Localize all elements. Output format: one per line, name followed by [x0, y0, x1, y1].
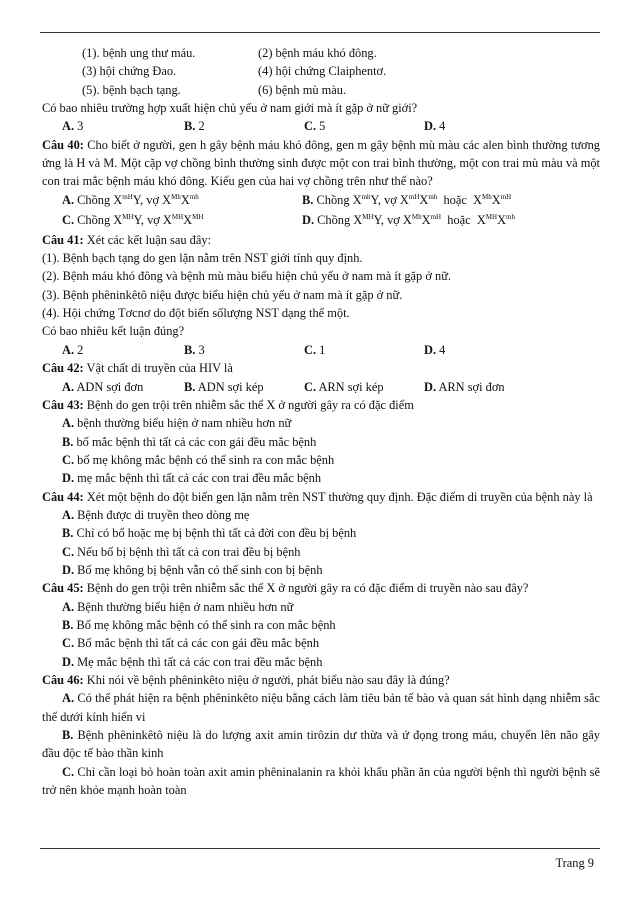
- q41-options: [62, 341, 600, 359]
- footer-rule: [40, 848, 600, 849]
- list-item: (6) bệnh mù màu.: [258, 82, 347, 97]
- option-d: D. mẹ mắc bệnh thì tất cả các con trai đều mắc bệnh: [62, 471, 322, 486]
- option-b: B. Chồng $X^{mh}Y$, vợ $X^{mH}X^{mh}$ hoặc $X^{Mh}X^{mH}$: [302, 192, 512, 207]
- statement: (1). Bệnh bạch tạng do gen lặn nằm trên NST giới tính quy định.: [42, 251, 363, 266]
- statement: (3). Bệnh phêninkêtô niệu được biểu hiện chủ yếu ở nam mà ít gặp ở nữ.: [42, 287, 403, 302]
- option-b: B. 2: [184, 119, 205, 134]
- option-d: D. Chồng $X^{MH}Y$, vợ $X^{Mh}X^{mH}$ hoặc $X^{MH}X^{mh}$: [302, 212, 515, 227]
- option-c: C. Nếu bố bị bệnh thì tất cả con trai đều bị bệnh: [62, 544, 301, 559]
- q41-sub-question: Có bao nhiêu kết luận đúng?: [42, 324, 185, 339]
- q43-question: Câu 43: Bệnh do gen trội trên nhiễm sắc thể X ở người gây ra có đặc điểm: [42, 397, 414, 412]
- option-c: C. Bố mắc bệnh thì tất cả các con gái đều mắc bệnh: [62, 636, 320, 651]
- list-item: (4) hội chứng Claiphentơ.: [258, 64, 387, 79]
- q41-question: Câu 41: Xét các kết luận sau đây:: [42, 232, 211, 247]
- option-a: A. bệnh thường biểu hiện ở nam nhiều hơn nữ: [62, 416, 292, 431]
- q42-question: Câu 42: Vật chất di truyền của HIV là: [42, 361, 233, 376]
- option-b: B. Chỉ có bố hoặc mẹ bị bệnh thì tất cả đời con đều bị bệnh: [62, 526, 357, 541]
- option-d: D. Bố mẹ không bị bệnh vẫn có thể sinh con bị bệnh: [62, 562, 323, 577]
- option-a: A. 2: [62, 342, 84, 357]
- option-b: B. 3: [184, 342, 205, 357]
- option-c: C. 1: [304, 342, 326, 357]
- page-content: [42, 44, 601, 799]
- page-number: Trang 9: [555, 856, 594, 870]
- statement: (4). Hội chứng Tơcnơ do đột biến sốlượng NST dạng thể một.: [42, 306, 350, 321]
- option-b: B. Bệnh phêninkêtô niệu là do lượng axit amin tirôzin dư thừa và ứ đọng trong máu, chuyển lên não gây đầu độc tế bào thần kinh: [42, 728, 600, 761]
- q40-options-row2: [62, 211, 600, 231]
- option-a: A. Bệnh thường biểu hiện ở nam nhiều hơn nữ: [62, 599, 294, 614]
- option-a: A. Chồng $X^{mH}Y$, vợ $X^{Mh}X^{mh}$: [62, 192, 199, 207]
- option-d: D. Mẹ mắc bệnh thì tất cả các con trai đều mắc bệnh: [62, 654, 323, 669]
- q46-question: Câu 46: Khi nói về bệnh phêninkêto niệu ở người, phát biểu nào sau đây là đúng?: [42, 673, 450, 687]
- option-a: A. Có thể phát hiện ra bệnh phêninkêto niệu bằng cách làm tiêu bản tế bào và quan sát hình dạng nhiễm sắc thể dưới kính hiển vi: [42, 691, 600, 724]
- option-b: B. Bố mẹ không mắc bệnh có thể sinh ra con mắc bệnh: [62, 617, 336, 632]
- list-row: [62, 62, 600, 80]
- q39-question: Có bao nhiêu trường hợp xuất hiện chủ yếu ở nam giới mà ít gặp ở nữ giới?: [42, 101, 418, 116]
- list-item: (3) hội chứng Đao.: [82, 64, 177, 79]
- option-b: B. bố mắc bệnh thì tất cả các con gái đều mắc bệnh: [62, 434, 317, 449]
- q39-options: [62, 117, 600, 135]
- list-item: (2) bệnh máu khó đông.: [258, 46, 377, 60]
- q40-question: Câu 40: Cho biết ở người, gen h gây bệnh máu khó đông, gen m gây bệnh mù màu các alen bình thường tương ứng là H và M. Một cặp vợ chồng bình thường sinh được một con trai bình thường, một con trai mù màu và một con trai mắc bệnh máu khó đông. Kiểu gen của hai vợ chồng trên như thế nào?: [42, 137, 600, 189]
- option-b: B. ADN sợi kép: [184, 379, 264, 394]
- q45-question: Câu 45: Bệnh do gen trội trên nhiễm sắc thể X ở người gây ra có đặc điểm di truyền nào sau đây?: [42, 581, 529, 596]
- option-c: C. ARN sợi kép: [304, 379, 384, 394]
- q42-options: [62, 378, 600, 396]
- q44-question: Câu 44: Xét một bệnh do đột biến gen lặn nằm trên NST thường quy định. Đặc điểm di truyền của bệnh này là: [42, 489, 593, 504]
- option-d: D. 4: [424, 119, 446, 134]
- list-item: (1). bệnh ung thư máu.: [82, 46, 196, 60]
- option-a: A. ADN sợi đơn: [62, 379, 144, 394]
- option-d: D. 4: [424, 342, 446, 357]
- option-d: D. ARN sợi đơn: [424, 379, 505, 394]
- list-item: (5). bệnh bạch tạng.: [82, 82, 181, 97]
- q40-options-row1: [62, 191, 600, 211]
- option-c: C. Chỉ cần loại bỏ hoàn toàn axit amin phêninalanin ra khỏi khẩu phần ăn của người bệnh thì người bệnh sẽ trở nên khỏe mạnh hoàn toàn: [42, 764, 601, 798]
- list-row: [62, 81, 600, 99]
- option-c: C. Chồng $X^{MH}Y$, vợ $X^{MH}X^{MH}$: [62, 212, 204, 227]
- list-row: [62, 44, 600, 62]
- option-c: C. 5: [304, 119, 326, 134]
- option-a: A. 3: [62, 119, 84, 134]
- option-a: A. Bệnh được di truyền theo dòng mẹ: [62, 507, 250, 522]
- statement: (2). Bệnh máu khó đông và bệnh mù màu biểu hiện chủ yếu ở nam mà ít gặp ở nữ.: [42, 269, 452, 284]
- header-rule: [40, 32, 600, 33]
- option-c: C. bố mẹ không mắc bệnh có thể sinh ra con mắc bệnh: [62, 452, 335, 467]
